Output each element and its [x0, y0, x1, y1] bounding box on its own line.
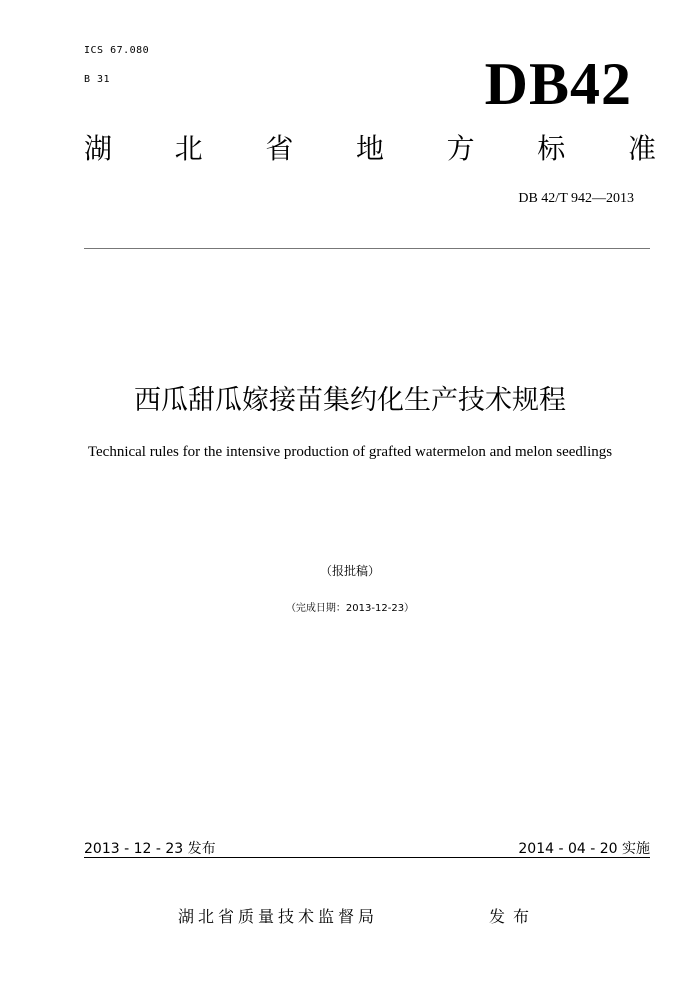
- draft-status: （报批稿）: [319, 564, 380, 578]
- standard-type-title: [84, 132, 656, 165]
- standard-type-char: 方: [446, 132, 475, 165]
- db42-mark: DB42: [484, 51, 632, 117]
- standard-type-char: 北: [174, 132, 203, 165]
- standard-number: DB 42/T 942—2013: [518, 191, 634, 206]
- completion-date: （完成日期：2013-12-23）: [285, 603, 415, 614]
- implementation-date: 2014 - 04 - 20 实施: [518, 841, 650, 857]
- header-divider: [84, 248, 650, 249]
- standard-type-char: 省: [265, 132, 294, 165]
- ics-code: ICS 67.080: [84, 45, 150, 56]
- ccs-code: B 31: [84, 74, 111, 85]
- issue-date: 2013 - 12 - 23 发布: [84, 841, 216, 857]
- standard-type-char: 地: [355, 132, 384, 165]
- publisher-name: 湖北省质量技术监督局: [178, 907, 379, 926]
- footer-divider: [84, 857, 650, 858]
- document-title-en: Technical rules for the intensive production of grafted watermelon and melon seedlings: [87, 444, 613, 460]
- publish-label: 发布: [489, 907, 538, 926]
- standard-type-char: 准: [627, 132, 656, 165]
- document-title-cn: 西瓜甜瓜嫁接苗集约化生产技术规程: [134, 385, 566, 416]
- standard-type-char: 湖: [84, 132, 113, 165]
- standard-type-char: 标: [537, 132, 566, 165]
